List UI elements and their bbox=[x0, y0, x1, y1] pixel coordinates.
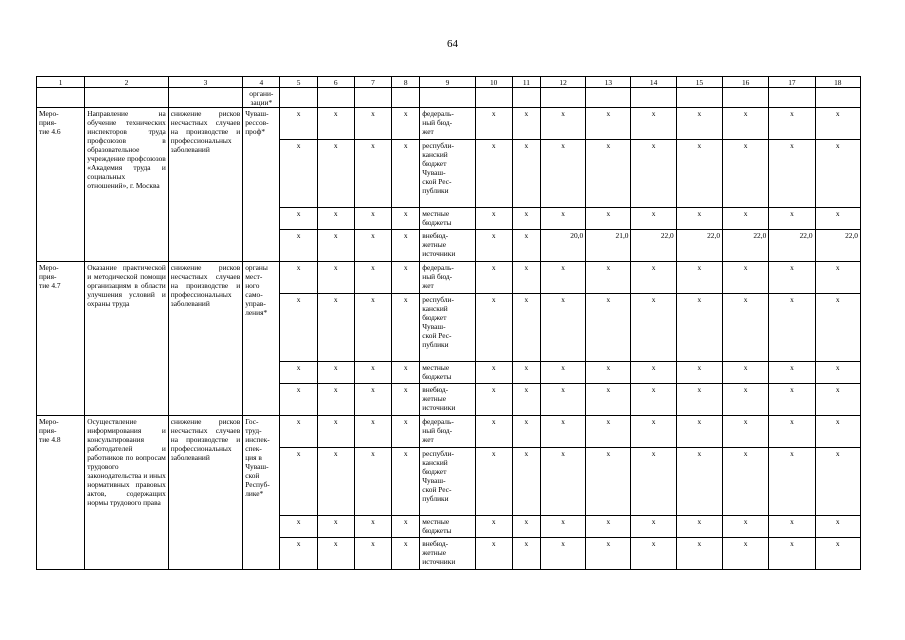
table-row bbox=[37, 262, 861, 294]
value-cell: x bbox=[280, 448, 317, 516]
value-cell: x bbox=[676, 108, 722, 140]
value-cell: x bbox=[815, 448, 860, 516]
measure-expected-result: снижение рисков несчастных случаев на производстве и профессиональных заболеваний bbox=[168, 416, 242, 570]
value-cell: x bbox=[354, 362, 391, 384]
value-cell: x bbox=[723, 262, 769, 294]
value-cell: x bbox=[475, 384, 512, 416]
funding-source: республи- канский бюджет Чуваш- ской Рес- публики bbox=[420, 294, 475, 362]
value-cell: x bbox=[392, 516, 420, 538]
value-cell: x bbox=[392, 416, 420, 448]
value-cell: x bbox=[769, 294, 815, 362]
column-header: 3 bbox=[168, 77, 242, 88]
value-cell: x bbox=[723, 362, 769, 384]
value-cell: x bbox=[540, 416, 585, 448]
column-header: 18 bbox=[815, 77, 860, 88]
column-header: 4 bbox=[243, 77, 280, 88]
value-cell: x bbox=[512, 384, 540, 416]
funding-source: внебюд- жетные источники bbox=[420, 538, 475, 570]
column-header: 17 bbox=[769, 77, 815, 88]
value-cell: x bbox=[676, 208, 722, 230]
value-cell: 22,0 bbox=[769, 230, 815, 262]
value-cell: x bbox=[540, 362, 585, 384]
value-cell: x bbox=[540, 384, 585, 416]
empty-cell bbox=[168, 88, 242, 108]
value-cell: x bbox=[540, 448, 585, 516]
value-cell: x bbox=[475, 108, 512, 140]
funding-source: внебюд- жетные источники bbox=[420, 384, 475, 416]
column-header: 6 bbox=[317, 77, 354, 88]
value-cell: x bbox=[317, 384, 354, 416]
measure-expected-result: снижение рисков несчастных случаев на производстве и профессиональных заболеваний bbox=[168, 108, 242, 262]
funding-source: республи- канский бюджет Чуваш- ской Рес- публики bbox=[420, 140, 475, 208]
value-cell: x bbox=[815, 140, 860, 208]
funding-source: федераль- ный бюд- жет bbox=[420, 416, 475, 448]
value-cell: x bbox=[540, 108, 585, 140]
value-cell: x bbox=[631, 516, 676, 538]
column-header: 5 bbox=[280, 77, 317, 88]
column-header: 8 bbox=[392, 77, 420, 88]
empty-cell bbox=[420, 88, 475, 108]
value-cell: x bbox=[540, 516, 585, 538]
value-cell: x bbox=[586, 362, 631, 384]
measure-executor: Гос- труд- инспек- спек- ция в Чуваш- ской Респуб- лике* bbox=[243, 416, 280, 570]
value-cell: x bbox=[676, 294, 722, 362]
value-cell: 22,0 bbox=[815, 230, 860, 262]
value-cell: x bbox=[392, 140, 420, 208]
column-header: 13 bbox=[586, 77, 631, 88]
value-cell: x bbox=[512, 208, 540, 230]
column-header: 9 bbox=[420, 77, 475, 88]
value-cell: 21,0 bbox=[586, 230, 631, 262]
value-cell: x bbox=[676, 448, 722, 516]
empty-cell bbox=[676, 88, 722, 108]
value-cell: 22,0 bbox=[676, 230, 722, 262]
value-cell: x bbox=[392, 262, 420, 294]
value-cell: x bbox=[815, 262, 860, 294]
value-cell: x bbox=[676, 262, 722, 294]
value-cell: x bbox=[586, 140, 631, 208]
value-cell: x bbox=[512, 516, 540, 538]
value-cell: x bbox=[475, 538, 512, 570]
value-cell: x bbox=[512, 108, 540, 140]
value-cell: x bbox=[317, 208, 354, 230]
value-cell: x bbox=[676, 362, 722, 384]
value-cell: x bbox=[392, 362, 420, 384]
value-cell: x bbox=[317, 140, 354, 208]
value-cell: x bbox=[317, 516, 354, 538]
value-cell: x bbox=[512, 140, 540, 208]
value-cell: x bbox=[631, 416, 676, 448]
column-header: 10 bbox=[475, 77, 512, 88]
empty-cell bbox=[37, 88, 85, 108]
value-cell: x bbox=[354, 208, 391, 230]
value-cell: x bbox=[317, 416, 354, 448]
value-cell: x bbox=[769, 384, 815, 416]
value-cell: x bbox=[317, 362, 354, 384]
value-cell: x bbox=[815, 416, 860, 448]
value-cell: x bbox=[586, 448, 631, 516]
value-cell: x bbox=[317, 294, 354, 362]
funding-source: республи- канский бюджет Чуваш- ской Рес- публики bbox=[420, 448, 475, 516]
measure-executor: органы мест- ного само- управ- ления* bbox=[243, 262, 280, 416]
executor-cell: органи- зации* bbox=[243, 88, 280, 108]
value-cell: x bbox=[354, 538, 391, 570]
column-header: 12 bbox=[540, 77, 585, 88]
value-cell: x bbox=[769, 516, 815, 538]
value-cell: x bbox=[392, 384, 420, 416]
value-cell: x bbox=[815, 208, 860, 230]
value-cell: x bbox=[815, 384, 860, 416]
value-cell: x bbox=[723, 294, 769, 362]
value-cell: 22,0 bbox=[631, 230, 676, 262]
value-cell: x bbox=[280, 516, 317, 538]
value-cell: x bbox=[540, 140, 585, 208]
value-cell: x bbox=[631, 362, 676, 384]
measure-description: Направление на обучение технических инспекторов труда профсоюзов в образовательное учреждение профсоюзов «Академия труда и социальных отношений», г. Москва bbox=[85, 108, 169, 262]
value-cell: x bbox=[280, 294, 317, 362]
value-cell: 20,0 bbox=[540, 230, 585, 262]
value-cell: x bbox=[586, 262, 631, 294]
column-header: 2 bbox=[85, 77, 169, 88]
value-cell: x bbox=[631, 140, 676, 208]
value-cell: x bbox=[475, 208, 512, 230]
value-cell: x bbox=[676, 538, 722, 570]
value-cell: x bbox=[723, 140, 769, 208]
value-cell: x bbox=[631, 108, 676, 140]
value-cell: x bbox=[512, 262, 540, 294]
empty-cell bbox=[354, 88, 391, 108]
value-cell: x bbox=[586, 384, 631, 416]
value-cell: x bbox=[512, 416, 540, 448]
value-cell: x bbox=[512, 538, 540, 570]
measure-description: Оказание практической и методической помощи организациям в области улучшения условий и охраны труда bbox=[85, 262, 169, 416]
funding-source: внебюд- жетные источники bbox=[420, 230, 475, 262]
value-cell: x bbox=[512, 230, 540, 262]
value-cell: x bbox=[586, 294, 631, 362]
value-cell: x bbox=[317, 448, 354, 516]
value-cell: x bbox=[631, 208, 676, 230]
value-cell: x bbox=[392, 538, 420, 570]
empty-cell bbox=[540, 88, 585, 108]
value-cell: x bbox=[815, 294, 860, 362]
value-cell: x bbox=[586, 538, 631, 570]
value-cell: x bbox=[723, 108, 769, 140]
value-cell: x bbox=[586, 108, 631, 140]
empty-cell bbox=[512, 88, 540, 108]
value-cell: x bbox=[354, 384, 391, 416]
value-cell: x bbox=[317, 538, 354, 570]
value-cell: x bbox=[280, 140, 317, 208]
value-cell: x bbox=[769, 362, 815, 384]
value-cell: x bbox=[769, 208, 815, 230]
value-cell: x bbox=[475, 516, 512, 538]
value-cell: x bbox=[392, 108, 420, 140]
value-cell: x bbox=[280, 416, 317, 448]
value-cell: x bbox=[769, 108, 815, 140]
value-cell: x bbox=[280, 108, 317, 140]
value-cell: x bbox=[769, 538, 815, 570]
empty-cell bbox=[85, 88, 169, 108]
value-cell: x bbox=[475, 362, 512, 384]
value-cell: x bbox=[631, 448, 676, 516]
value-cell: x bbox=[317, 108, 354, 140]
value-cell: x bbox=[317, 230, 354, 262]
value-cell: x bbox=[676, 416, 722, 448]
funding-source: федераль- ный бюд- жет bbox=[420, 108, 475, 140]
table-row bbox=[37, 108, 861, 140]
funding-source: федераль- ный бюд- жет bbox=[420, 262, 475, 294]
value-cell: x bbox=[475, 416, 512, 448]
column-header: 14 bbox=[631, 77, 676, 88]
value-cell: x bbox=[280, 384, 317, 416]
empty-cell bbox=[769, 88, 815, 108]
value-cell: x bbox=[676, 384, 722, 416]
value-cell: x bbox=[631, 384, 676, 416]
funding-source: местные бюджеты bbox=[420, 208, 475, 230]
value-cell: x bbox=[540, 208, 585, 230]
value-cell: x bbox=[354, 140, 391, 208]
value-cell: x bbox=[475, 448, 512, 516]
value-cell: x bbox=[723, 416, 769, 448]
value-cell: x bbox=[586, 416, 631, 448]
value-cell: x bbox=[475, 262, 512, 294]
empty-cell bbox=[631, 88, 676, 108]
value-cell: x bbox=[631, 262, 676, 294]
continuation-row bbox=[37, 88, 861, 108]
value-cell: x bbox=[392, 448, 420, 516]
measure-description: Осуществление информирования и консультирования работодателей и работников по вопросам трудового законодательства и иных нормативных правовых актов, содержащих нормы трудового права bbox=[85, 416, 169, 570]
value-cell: x bbox=[392, 208, 420, 230]
empty-cell bbox=[317, 88, 354, 108]
value-cell: x bbox=[769, 416, 815, 448]
value-cell: x bbox=[280, 362, 317, 384]
measure-expected-result: снижение рисков несчастных случаев на производстве и профессиональных заболеваний bbox=[168, 262, 242, 416]
value-cell: x bbox=[475, 140, 512, 208]
measure-id: Меро- прия- тие 4.8 bbox=[37, 416, 85, 570]
value-cell: x bbox=[815, 538, 860, 570]
value-cell: x bbox=[540, 538, 585, 570]
funding-source: местные бюджеты bbox=[420, 362, 475, 384]
value-cell: x bbox=[354, 262, 391, 294]
value-cell: x bbox=[354, 448, 391, 516]
value-cell: x bbox=[392, 230, 420, 262]
value-cell: x bbox=[815, 108, 860, 140]
value-cell: x bbox=[631, 294, 676, 362]
value-cell: x bbox=[512, 294, 540, 362]
page-number: 64 bbox=[447, 38, 458, 50]
value-cell: x bbox=[512, 448, 540, 516]
value-cell: x bbox=[586, 516, 631, 538]
value-cell: x bbox=[354, 516, 391, 538]
value-cell: x bbox=[586, 208, 631, 230]
value-cell: x bbox=[540, 294, 585, 362]
value-cell: x bbox=[723, 208, 769, 230]
empty-cell bbox=[723, 88, 769, 108]
program-measures-table bbox=[36, 76, 861, 570]
value-cell: x bbox=[676, 140, 722, 208]
empty-cell bbox=[475, 88, 512, 108]
value-cell: x bbox=[723, 516, 769, 538]
value-cell: x bbox=[676, 516, 722, 538]
measure-id: Меро- прия- тие 4.7 bbox=[37, 262, 85, 416]
value-cell: x bbox=[723, 448, 769, 516]
value-cell: x bbox=[354, 416, 391, 448]
empty-cell bbox=[586, 88, 631, 108]
value-cell: x bbox=[631, 538, 676, 570]
value-cell: x bbox=[540, 262, 585, 294]
value-cell: 22,0 bbox=[723, 230, 769, 262]
value-cell: x bbox=[723, 384, 769, 416]
value-cell: x bbox=[512, 362, 540, 384]
value-cell: x bbox=[280, 538, 317, 570]
value-cell: x bbox=[815, 362, 860, 384]
empty-cell bbox=[392, 88, 420, 108]
value-cell: x bbox=[769, 140, 815, 208]
value-cell: x bbox=[815, 516, 860, 538]
column-header: 16 bbox=[723, 77, 769, 88]
value-cell: x bbox=[280, 208, 317, 230]
column-header: 11 bbox=[512, 77, 540, 88]
empty-cell bbox=[815, 88, 860, 108]
value-cell: x bbox=[280, 230, 317, 262]
table-row bbox=[37, 416, 861, 448]
value-cell: x bbox=[723, 538, 769, 570]
empty-cell bbox=[280, 88, 317, 108]
column-header: 7 bbox=[354, 77, 391, 88]
funding-source: местные бюджеты bbox=[420, 516, 475, 538]
value-cell: x bbox=[354, 108, 391, 140]
column-header: 1 bbox=[37, 77, 85, 88]
value-cell: x bbox=[475, 230, 512, 262]
value-cell: x bbox=[392, 294, 420, 362]
value-cell: x bbox=[280, 262, 317, 294]
value-cell: x bbox=[317, 262, 354, 294]
value-cell: x bbox=[769, 262, 815, 294]
value-cell: x bbox=[354, 230, 391, 262]
measure-executor: Чуваш- рессов- проф* bbox=[243, 108, 280, 262]
value-cell: x bbox=[769, 448, 815, 516]
measure-id: Меро- прия- тие 4.6 bbox=[37, 108, 85, 262]
value-cell: x bbox=[475, 294, 512, 362]
column-header: 15 bbox=[676, 77, 722, 88]
header-row bbox=[37, 77, 861, 88]
value-cell: x bbox=[354, 294, 391, 362]
